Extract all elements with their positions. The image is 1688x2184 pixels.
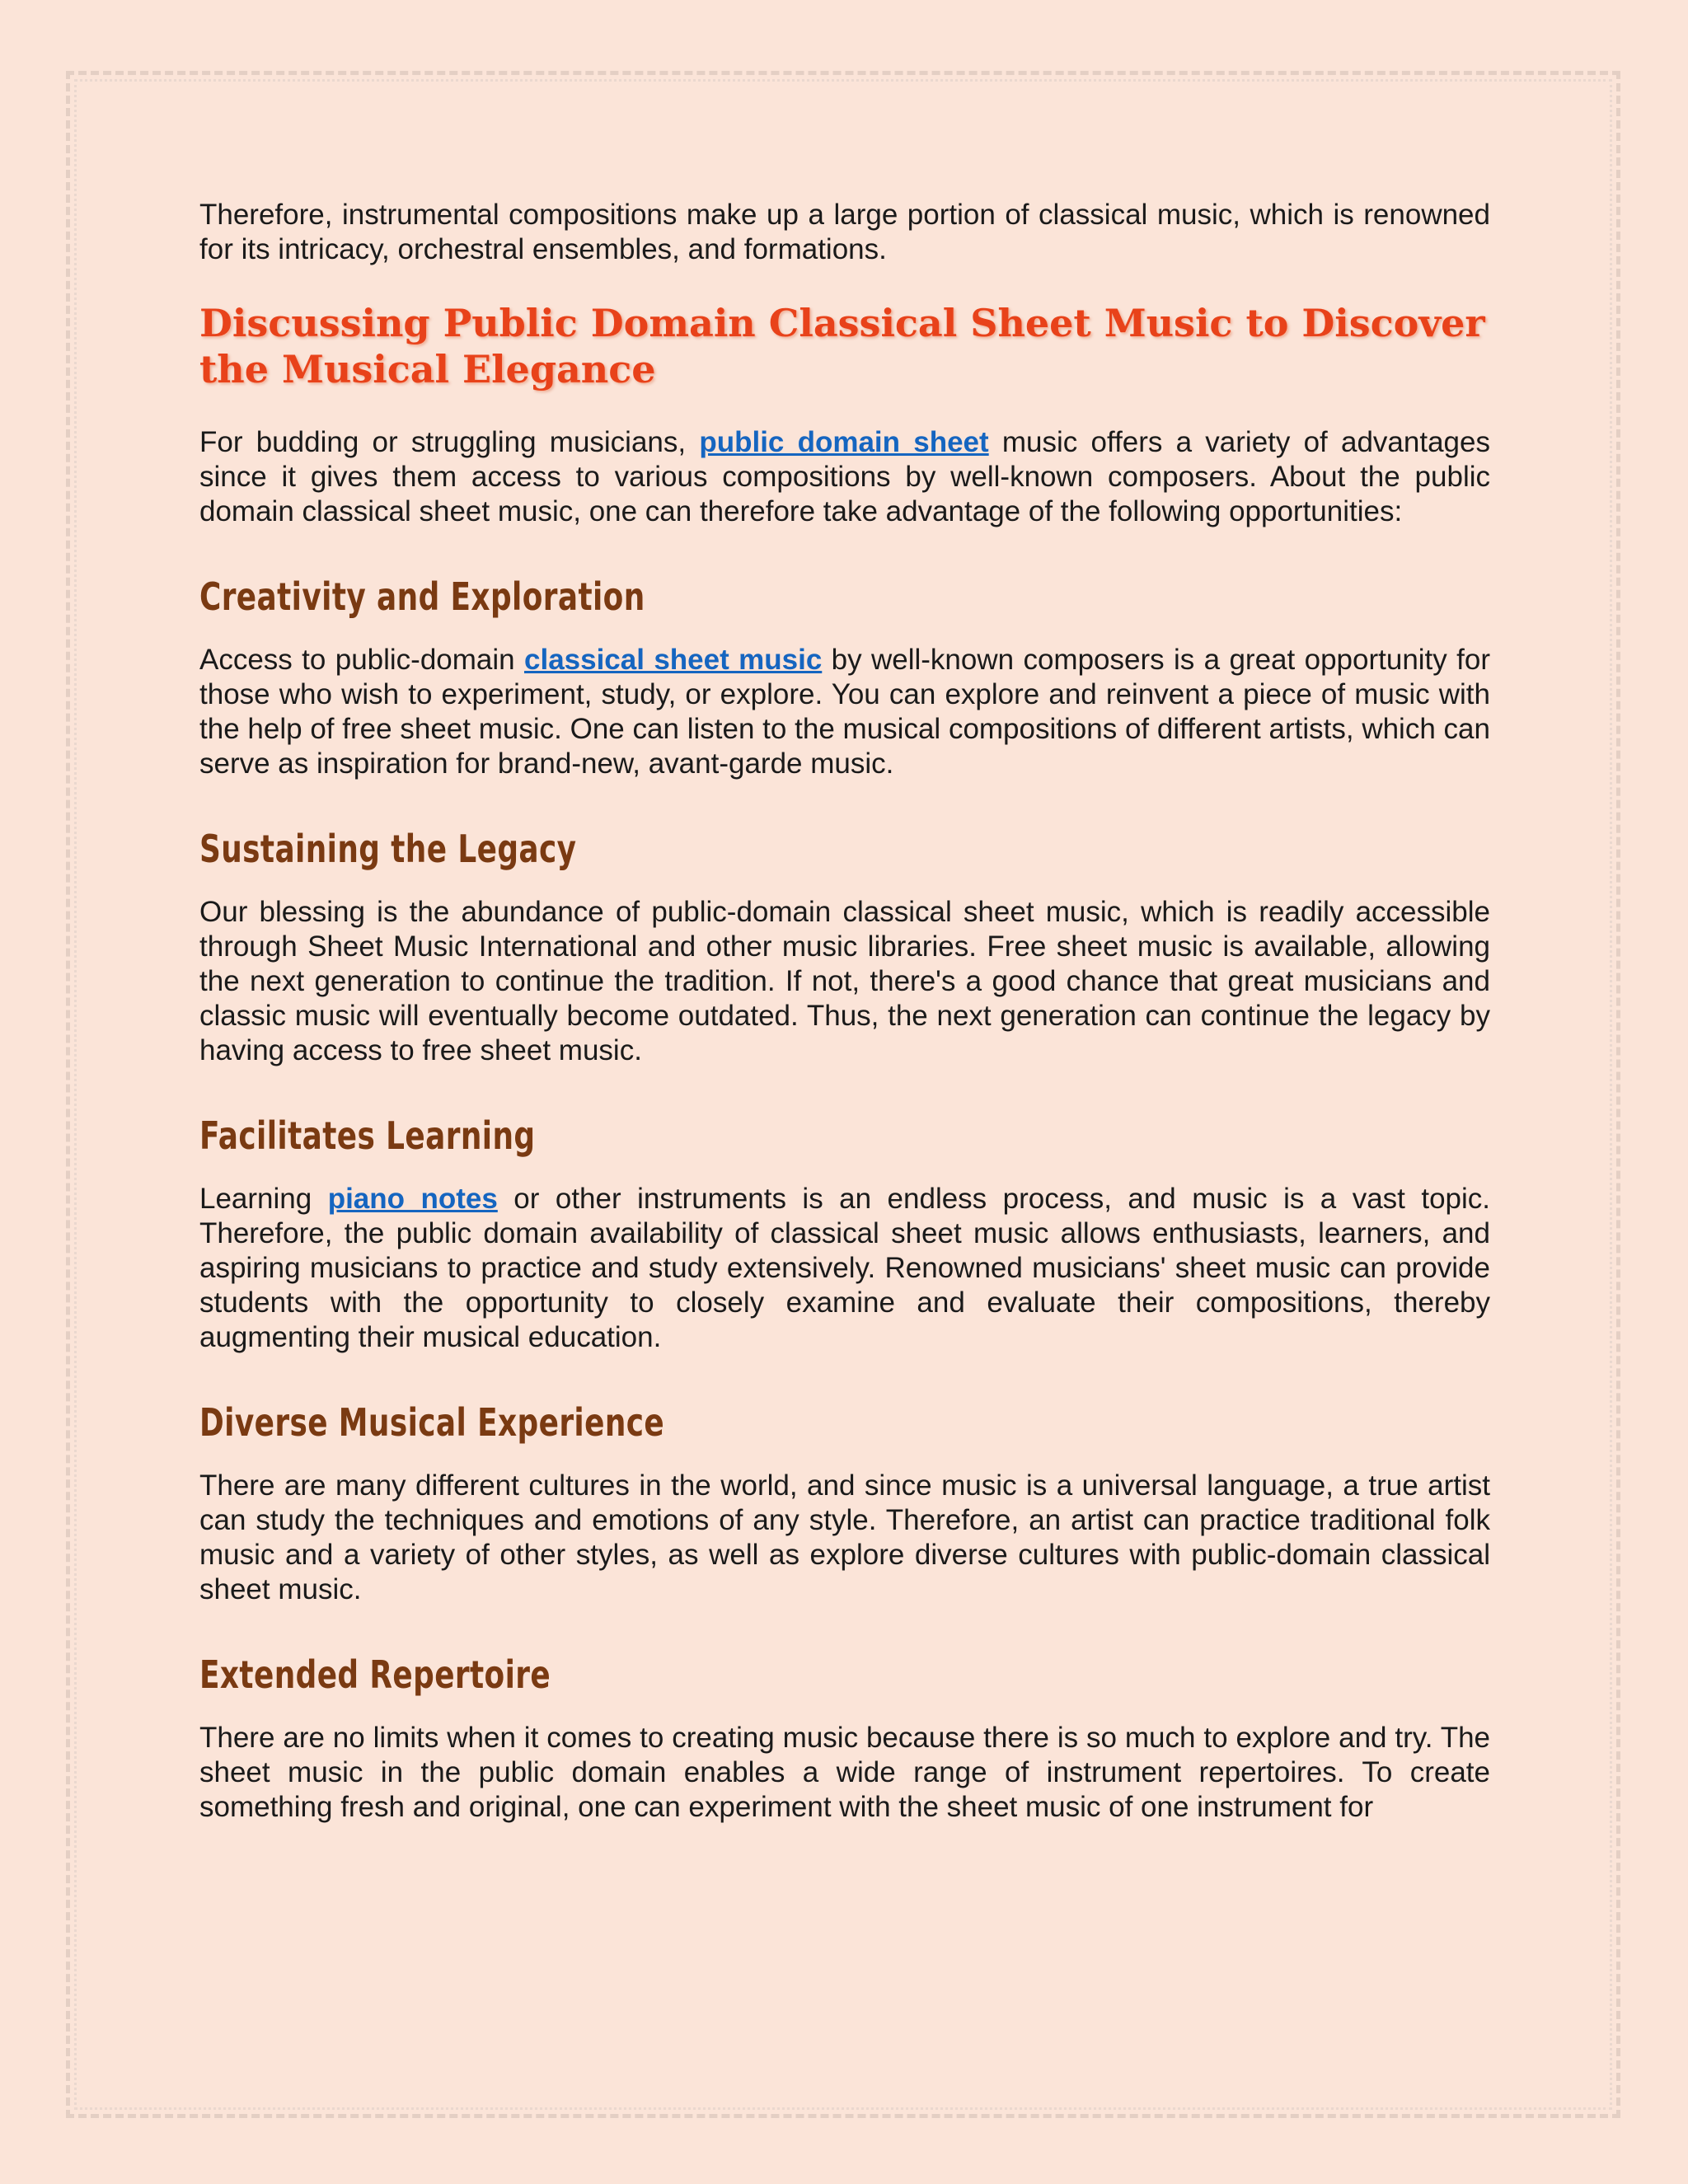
main-heading: Discussing Public Domain Classical Sheet Music to Discover the Musical Elegance xyxy=(199,301,1485,391)
paragraph-learning xyxy=(199,1182,1490,1355)
heading-diverse: Diverse Musical Experience xyxy=(199,1400,665,1445)
intro-paragraph: Therefore, instrumental compositions make up a large portion of classical music, which is renowned for its intricacy, orchestral ensembles, and formations. xyxy=(199,199,1490,265)
document-body xyxy=(199,198,1490,1825)
paragraph-repertoire: There are no limits when it comes to creating music because there is so much to explore and try. The sheet music in the public domain enables a wide range of instrument repertoires. To create something fresh and original, one can experiment with the sheet music of one instrument for xyxy=(199,1722,1490,1823)
heading-repertoire: Extended Repertoire xyxy=(199,1652,551,1697)
lead-text-before: For budding or struggling musicians, xyxy=(199,426,700,458)
learning-text-after: or other instruments is an endless process, and music is a vast topic. Therefore, the public domain availability of classical sheet music allows enthusiasts, learners, and aspiring musicians to practice and study extensively. Renowned musicians' sheet music can provide students with the opportunity to closely examine and evaluate their compositions, thereby augmenting their musical education. xyxy=(199,1183,1491,1353)
paragraph-legacy: Our blessing is the abundance of public-domain classical sheet music, which is readily accessible through Sheet Music International and other music libraries. Free sheet music is available, allowing the next generation to continue the tradition. If not, there's a good chance that great musicians and classic music will eventually become outdated. Thus, the next generation can continue the legacy by having access to free sheet music. xyxy=(199,896,1490,1066)
heading-learning: Facilitates Learning xyxy=(199,1113,536,1158)
heading-legacy: Sustaining the Legacy xyxy=(199,827,577,871)
paragraph-diverse: There are many different cultures in the world, and since music is a universal language, a true artist can study the techniques and emotions of any style. Therefore, an artist can practice traditional folk music and a variety of other styles, as well as explore diverse cultures with public-domain classical sheet music. xyxy=(199,1469,1490,1605)
learning-text-before: Learning xyxy=(199,1183,328,1215)
heading-creativity: Creativity and Exploration xyxy=(199,574,645,619)
piano-notes-link[interactable]: piano notes xyxy=(327,1183,498,1215)
public-domain-sheet-link[interactable]: public domain sheet xyxy=(699,426,989,458)
creativity-text-before: Access to public-domain xyxy=(199,644,524,676)
lead-text-after: music offers a variety of advantages since it gives them access to various compositions by well-known composers. About the public domain classical sheet music, one can therefore take advantage of the following opportunities: xyxy=(199,426,1490,527)
lead-paragraph xyxy=(199,425,1490,529)
paragraph-creativity xyxy=(199,643,1490,781)
classical-sheet-music-link[interactable]: classical sheet music xyxy=(524,644,823,676)
creativity-text-after: by well-known composers is a great opportunity for those who wish to experiment, study, or explore. You can explore and reinvent a piece of music with the help of free sheet music. One can listen to the musical compositions of different artists, which can serve as inspiration for brand-new, avant-garde music. xyxy=(199,644,1490,780)
